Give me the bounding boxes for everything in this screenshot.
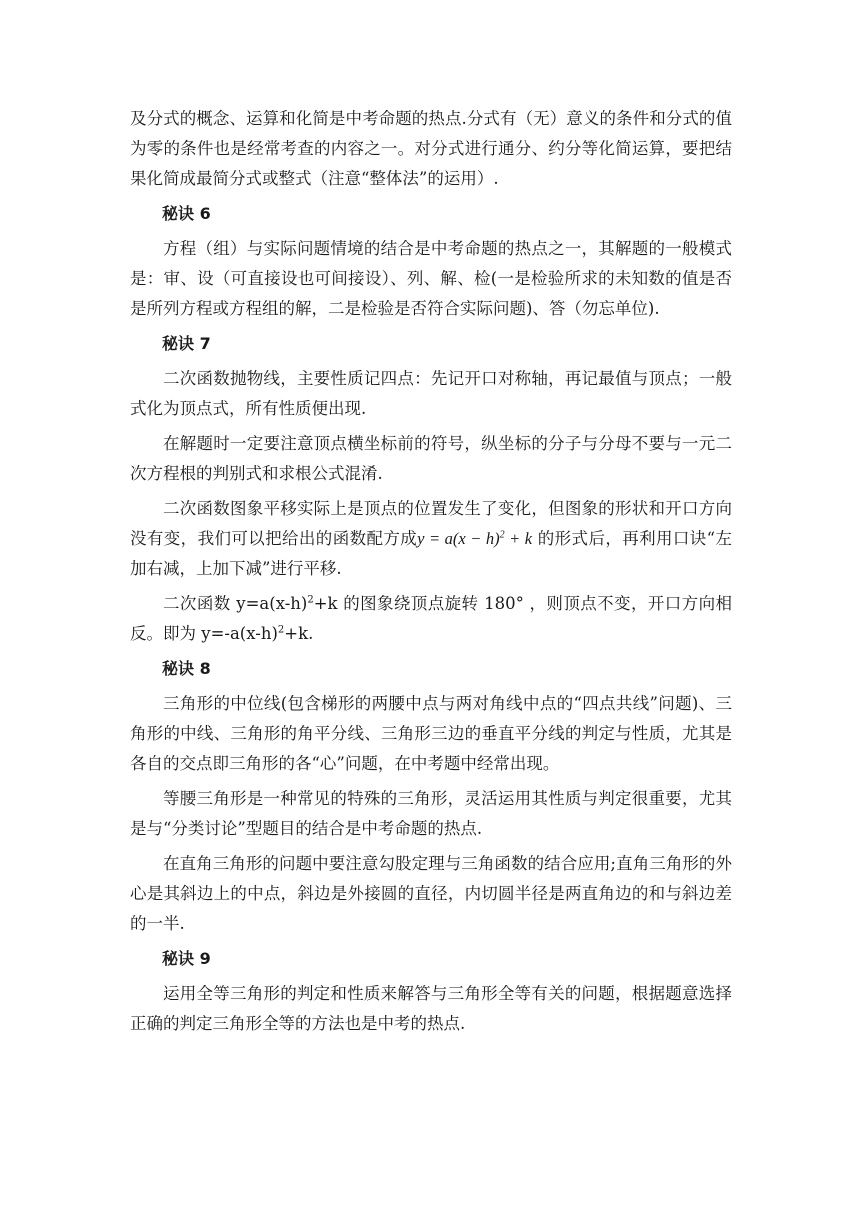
paragraph-7-3-after: 的形式后，再利用口诀“左加右减，上加下减”进行平移. bbox=[130, 529, 733, 578]
section-heading-8: 秘诀 8 bbox=[162, 659, 211, 678]
formula-tail: + k bbox=[504, 529, 533, 548]
rotation-part3: +k. bbox=[284, 624, 314, 643]
rotation-part1: 二次函数 y=a(x-h) bbox=[163, 594, 308, 613]
formula-exponent: 2 bbox=[499, 529, 505, 541]
paragraph-7-3 bbox=[130, 494, 732, 584]
paragraph-8-3: 在直角三角形的问题中要注意勾股定理与三角函数的结合应用;直角三角形的外心是其斜边上的中点，斜边是外接圆的直径，内切圆半径是两直角边的和与斜边差的一半. bbox=[130, 854, 732, 933]
intro-paragraph: 及分式的概念、运算和化简是中考命题的热点.分式有（无）意义的条件和分式的值为零的条件也是经常考查的内容之一。对分式进行通分、约分等化简运算，要把结果化简成最简分式或整式（注意“整体法”的运用）. bbox=[130, 109, 732, 188]
paragraph-8-2: 等腰三角形是一种常见的特殊的三角形，灵活运用其性质与判定很重要，尤其是与“分类讨论”型题目的结合是中考命题的热点. bbox=[130, 789, 732, 838]
rotation-exp2: 2 bbox=[277, 624, 285, 636]
vertex-form-formula bbox=[417, 529, 532, 548]
formula-main: y = a(x − h) bbox=[417, 529, 500, 548]
rotation-part2: +k 的图象绕顶点旋转 180° ，则顶点不变，开口方向相反。即为 y=-a(x-h) bbox=[130, 594, 732, 643]
paragraph-8-1: 三角形的中位线(包含梯形的两腰中点与两对角线中点的“四点共线”问题)、三角形的中线、三角形的角平分线、三角形三边的垂直平分线的判定与性质，尤其是各自的交点即三角形的各“心”问题，在中考题中经常出现。 bbox=[130, 694, 732, 773]
paragraph-7-3-before: 二次函数图象平移实际上是顶点的位置发生了变化，但图象的形状和开口方向没有变，我们可以把给出的函数配方成 bbox=[130, 499, 732, 548]
section-heading-6: 秘诀 6 bbox=[162, 204, 211, 223]
paragraph-7-1: 二次函数抛物线，主要性质记四点：先记开口对称轴，再记最值与顶点；一般式化为顶点式，所有性质便出现. bbox=[130, 369, 732, 418]
paragraph-6-1: 方程（组）与实际问题情境的结合是中考命题的热点之一，其解题的一般模式是：审、设（可直接设也可间接设）、列、解、检(一是检验所求的未知数的值是否是所列方程或方程组的解，二是检验是否符合实际问题)、答（勿忘单位). bbox=[130, 239, 732, 318]
section-heading-9: 秘诀 9 bbox=[162, 949, 211, 968]
paragraph-7-4 bbox=[130, 589, 732, 649]
paragraph-9-1: 运用全等三角形的判定和性质来解答与三角形全等有关的问题，根据题意选择正确的判定三角形全等的方法也是中考的热点. bbox=[130, 984, 732, 1033]
document-page bbox=[130, 104, 732, 1044]
paragraph-7-2: 在解题时一定要注意顶点横坐标前的符号，纵坐标的分子与分母不要与一元二次方程根的判别式和求根公式混淆. bbox=[130, 434, 732, 483]
section-heading-7: 秘诀 7 bbox=[162, 334, 211, 353]
rotation-exp1: 2 bbox=[307, 594, 314, 606]
